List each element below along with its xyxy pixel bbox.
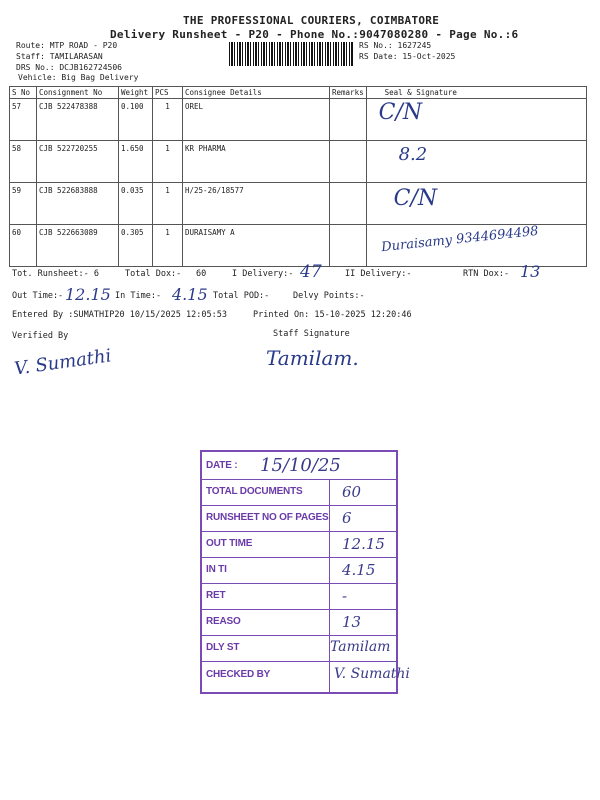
stamp-value: 4.15 — [342, 561, 376, 579]
cell-remarks — [330, 225, 367, 267]
cell-remarks — [330, 183, 367, 225]
rs-no: RS No.: 1627245 — [359, 41, 432, 50]
in-time-label: In Time:- — [115, 291, 162, 301]
i-delivery-label: I Delivery:- — [232, 269, 294, 279]
rtn-dox-label: RTN Dox:- — [463, 269, 510, 279]
table-row — [10, 183, 587, 225]
stamp-date-value: 15/10/25 — [260, 455, 341, 476]
table-row — [10, 99, 587, 141]
stamp-label: RUNSHEET NO OF PAGES — [206, 512, 329, 523]
cell-weight: 0.100 — [119, 99, 153, 141]
stamp-label: REASO — [206, 616, 241, 627]
stamp-value: 12.15 — [342, 535, 385, 553]
staff-text: Staff: TAMILARASAN — [16, 52, 103, 61]
cell-consignment: CJB 522720255 — [37, 141, 119, 183]
rs-date: RS Date: 15-Oct-2025 — [359, 52, 456, 61]
total-dox-label: Total Dox:- — [125, 269, 182, 279]
cell-remarks — [330, 99, 367, 141]
entered-by: Entered By :SUMATHIP20 10/15/2025 12:05:53 — [12, 310, 227, 320]
cell-pcs: 1 — [153, 99, 183, 141]
cell-sno: 58 — [10, 141, 37, 183]
delivery-stamp — [200, 450, 410, 694]
stamp-label: RET — [206, 590, 226, 601]
col-consignment: Consignment No — [37, 87, 119, 99]
route-text: Route: MTP ROAD - P20 — [16, 41, 118, 50]
stamp-row — [202, 479, 396, 506]
stamp-row — [202, 557, 396, 584]
cell-sno: 57 — [10, 99, 37, 141]
out-time-hand: 12.15 — [65, 285, 111, 304]
cell-consignment: CJB 522663089 — [37, 225, 119, 267]
cell-consignee: OREL — [183, 99, 330, 141]
cell-weight: 0.035 — [119, 183, 153, 225]
tot-runsheet: Tot. Runsheet:- 6 — [12, 269, 99, 279]
stamp-label: DLY ST — [206, 642, 240, 653]
total-pod-label: Total POD:- — [213, 291, 270, 301]
cell-pcs: 1 — [153, 225, 183, 267]
cell-weight: 1.650 — [119, 141, 153, 183]
cell-consignment: CJB 522683888 — [37, 183, 119, 225]
table-row — [10, 225, 587, 267]
staff-signature-label: Staff Signature — [273, 329, 350, 339]
company-title: THE PROFESSIONAL COURIERS, COIMBATORE — [183, 14, 440, 27]
stamp-label: CHECKED BY — [206, 669, 271, 680]
sign-text: Duraisamy 9344694498 — [380, 223, 539, 256]
col-sno: S No — [10, 87, 37, 99]
stamp-value: Tamilam — [330, 639, 391, 655]
cell-sign — [366, 183, 586, 225]
runsheet-subtitle: Delivery Runsheet - P20 - Phone No.:9047080280 - Page No.:6 — [110, 28, 519, 41]
rtn-dox-hand: 13 — [520, 262, 541, 281]
stamp-value: 13 — [342, 613, 362, 631]
table-header-row — [10, 87, 587, 99]
drs-text: DRS No.: DCJB162724506 — [16, 63, 122, 72]
cell-consignment: CJB 522478388 — [37, 99, 119, 141]
stamp-date-label: DATE : — [206, 460, 238, 471]
col-consignee: Consignee Details — [183, 87, 330, 99]
stamp-label: IN TI — [206, 564, 227, 575]
col-pcs: PCS — [153, 87, 183, 99]
vehicle-text: Vehicle: Big Bag Delivery — [18, 73, 139, 82]
sign-text: 8.2 — [398, 144, 428, 165]
out-time-label: Out Time:- — [12, 291, 64, 301]
stamp-row — [202, 505, 396, 532]
cell-consignee: KR PHARMA — [183, 141, 330, 183]
stamp-value: 60 — [342, 483, 362, 501]
sign-text: C/N — [393, 186, 438, 211]
stamp-date-row — [202, 452, 396, 480]
table-row — [10, 141, 587, 183]
col-seal: Seal & Signature — [366, 87, 586, 99]
verified-signature: V. Sumathi — [13, 345, 113, 380]
col-remarks: Remarks — [330, 87, 367, 99]
stamp-value: V. Sumathi — [334, 666, 410, 682]
stamp-row — [202, 583, 396, 610]
cell-sign — [366, 99, 586, 141]
cell-sno: 59 — [10, 183, 37, 225]
cell-pcs: 1 — [153, 183, 183, 225]
cell-sign — [366, 225, 586, 267]
stamp-row — [202, 531, 396, 558]
col-weight: Weight — [119, 87, 153, 99]
i-delivery-hand: 47 — [300, 262, 322, 282]
cell-consignee: DURAISAMY A — [183, 225, 330, 267]
cell-sign — [366, 141, 586, 183]
cell-pcs: 1 — [153, 141, 183, 183]
delvy-points-label: Delvy Points:- — [293, 291, 365, 301]
stamp-label: OUT TIME — [206, 538, 253, 549]
ii-delivery-label: II Delivery:- — [345, 269, 412, 279]
sign-text: C/N — [378, 100, 423, 125]
stamp-row — [202, 661, 410, 690]
stamp-row — [202, 609, 396, 636]
cell-remarks — [330, 141, 367, 183]
stamp-value: - — [342, 587, 348, 605]
stamp-row — [202, 635, 396, 662]
cell-weight: 0.305 — [119, 225, 153, 267]
cell-sno: 60 — [10, 225, 37, 267]
barcode — [229, 42, 354, 66]
runsheet-table — [9, 86, 587, 267]
printed-on: Printed On: 15-10-2025 12:20:46 — [253, 310, 412, 320]
verified-by-label: Verified By — [12, 331, 69, 341]
stamp-value: 6 — [342, 509, 352, 527]
in-time-hand: 4.15 — [172, 285, 208, 304]
staff-signature: Tamilam. — [266, 346, 359, 370]
stamp-label: TOTAL DOCUMENTS — [206, 486, 303, 497]
cell-consignee: H/25-26/18577 — [183, 183, 330, 225]
total-dox-value: 60 — [196, 269, 207, 279]
